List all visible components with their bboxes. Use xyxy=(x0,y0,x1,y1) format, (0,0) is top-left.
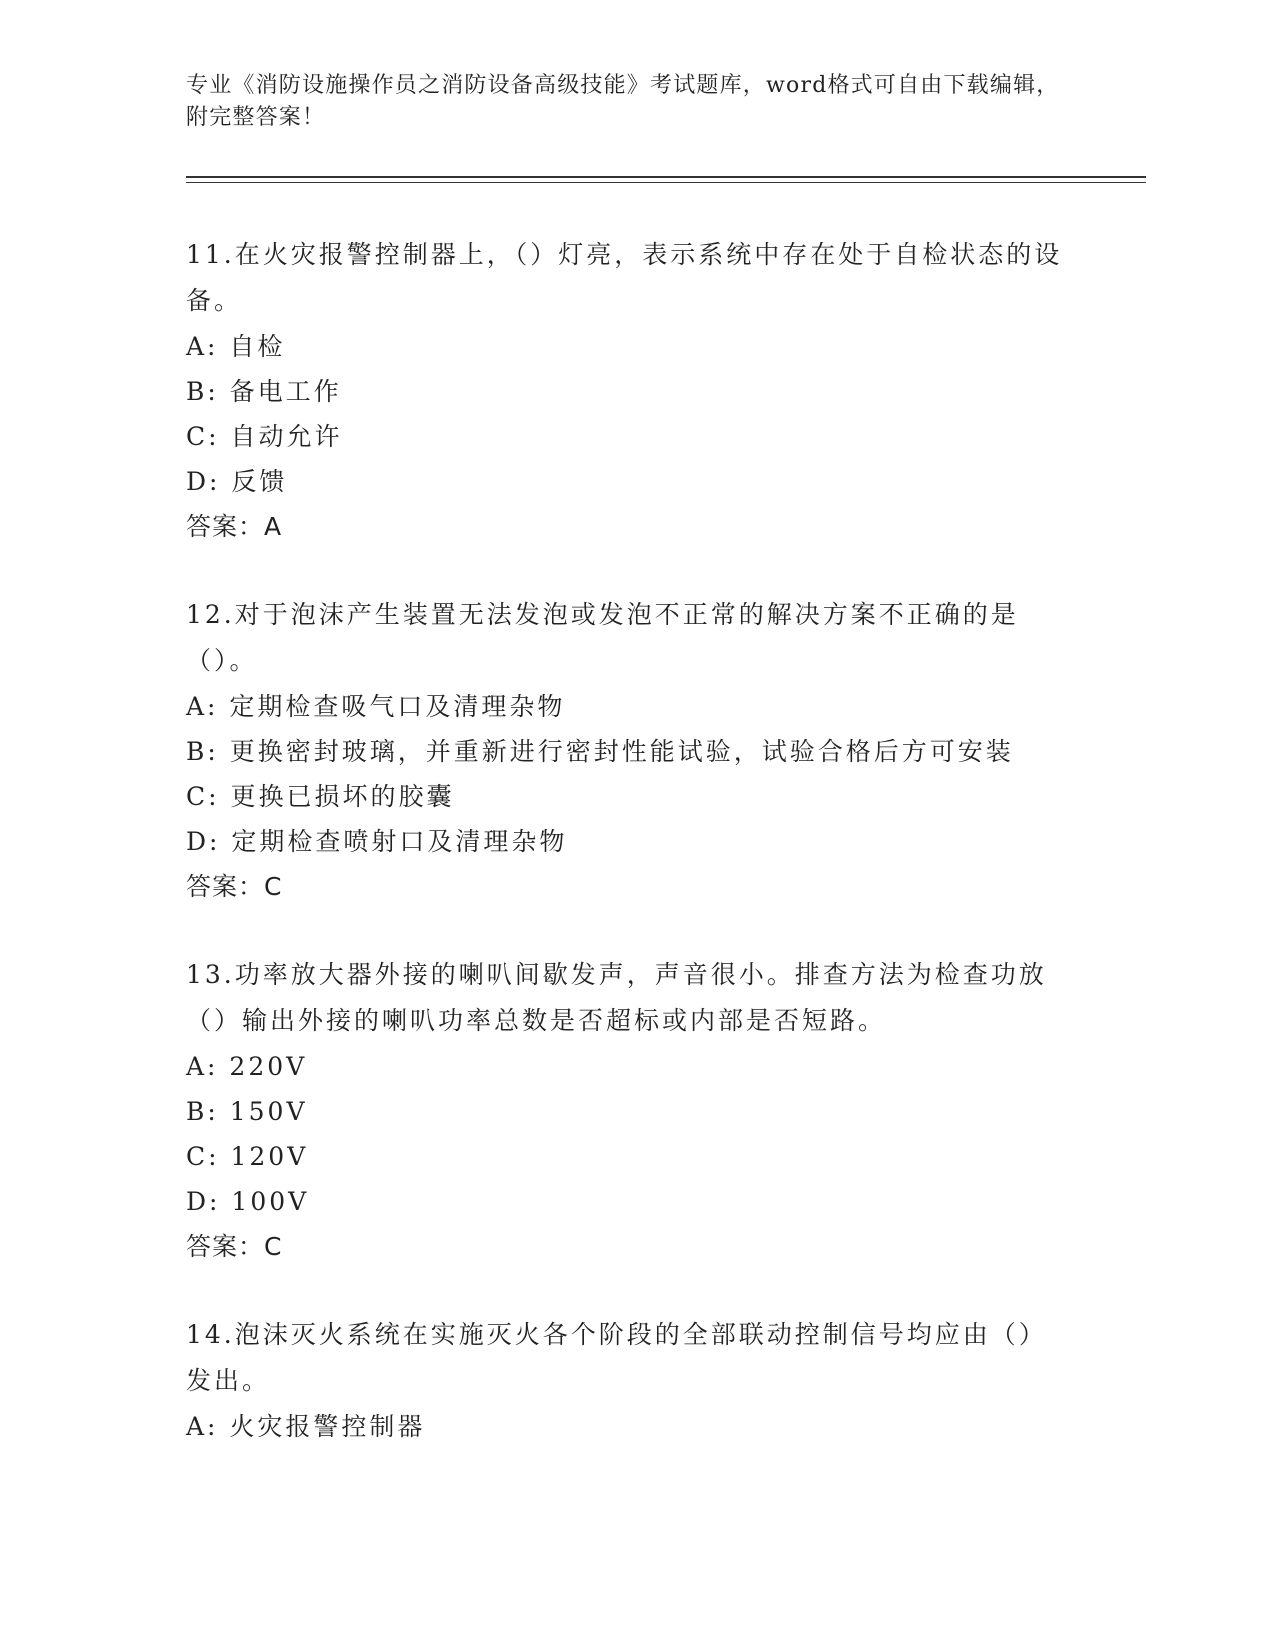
answer-label: 答案：C xyxy=(186,872,283,901)
question-stem: 11.在火灾报警控制器上，（）灯亮，表示系统中存在处于自检状态的设备。 xyxy=(186,240,1063,315)
question-12 xyxy=(186,592,1066,910)
header-divider-thick xyxy=(186,176,1146,178)
option-c: C: 120V xyxy=(186,1142,309,1171)
question-13 xyxy=(186,952,1066,1270)
option-b: B: 备电工作 xyxy=(186,377,342,406)
question-stem: 13.功率放大器外接的喇叭间歇发声，声音很小。排查方法为检查功放（）输出外接的喇叭功率总数是否超标或内部是否短路。 xyxy=(186,960,1047,1035)
question-14 xyxy=(186,1312,1066,1449)
option-c: C: 更换已损坏的胶囊 xyxy=(186,782,455,811)
option-c: C: 自动允许 xyxy=(186,422,343,451)
question-stem: 14.泡沫灭火系统在实施灭火各个阶段的全部联动控制信号均应由（）发出。 xyxy=(186,1320,1047,1395)
header-text: 专业《消防设施操作员之消防设备高级技能》考试题库，word格式可自由下载编辑，附完整答案！ xyxy=(186,73,1060,130)
option-a: A: 火灾报警控制器 xyxy=(186,1412,426,1441)
option-a: A: 定期检查吸气口及清理杂物 xyxy=(186,692,566,721)
option-d: D: 100V xyxy=(186,1187,310,1216)
option-d: D: 定期检查喷射口及清理杂物 xyxy=(186,827,568,856)
question-stem: 12.对于泡沫产生装置无法发泡或发泡不正常的解决方案不正确的是（）。 xyxy=(186,600,1019,675)
option-a: A: 自检 xyxy=(186,332,286,361)
option-b: B: 150V xyxy=(186,1097,308,1126)
answer-label: 答案：A xyxy=(186,512,283,541)
question-11 xyxy=(186,232,1066,550)
option-b: B: 更换密封玻璃，并重新进行密封性能试验，试验合格后方可安装 xyxy=(186,737,1014,766)
question-list xyxy=(186,232,1066,1491)
option-a: A: 220V xyxy=(186,1052,308,1081)
option-d: D: 反馈 xyxy=(186,467,288,496)
header-divider-thin xyxy=(186,182,1146,183)
answer-label: 答案：C xyxy=(186,1232,283,1261)
